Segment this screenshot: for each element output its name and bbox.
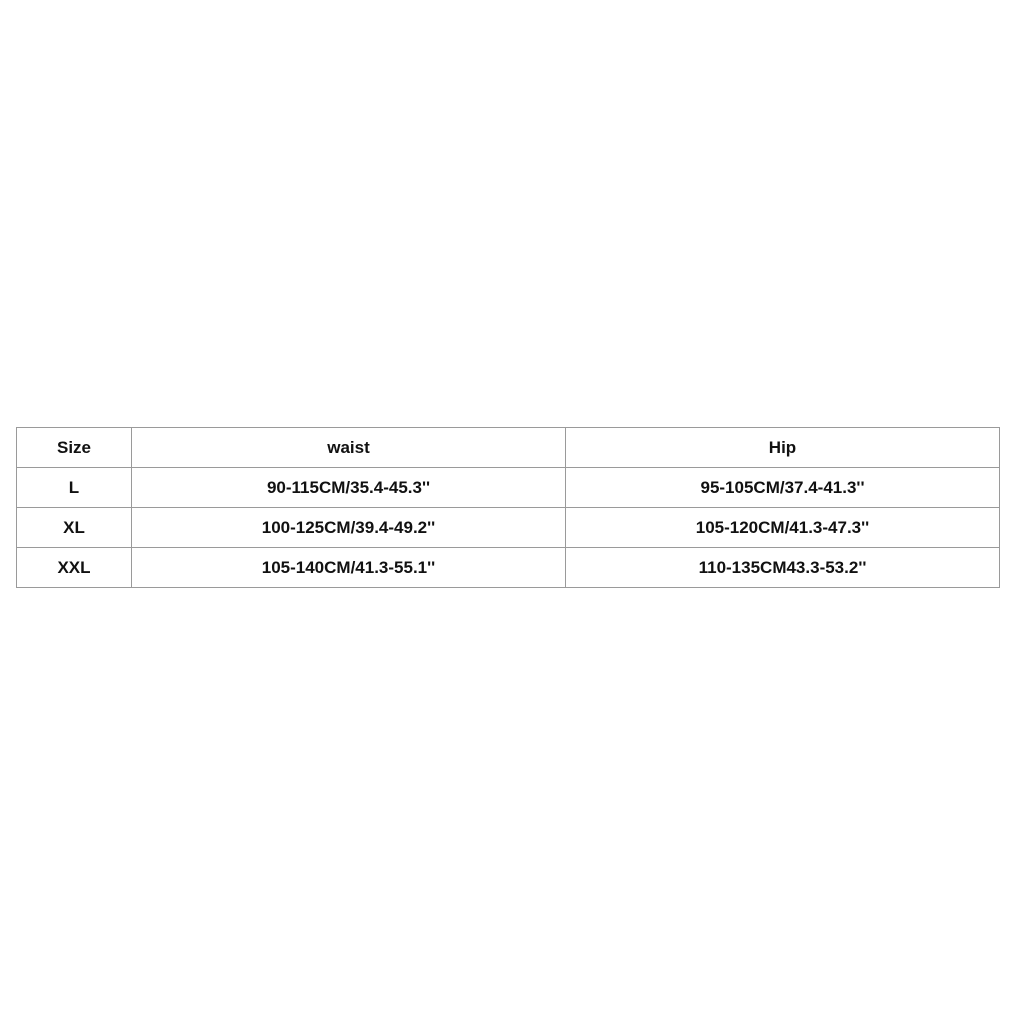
table-row (17, 468, 1000, 508)
size-cell: XXL (17, 548, 132, 588)
hip-cell: 110-135CM43.3-53.2'' (566, 548, 1000, 588)
waist-cell: 90-115CM/35.4-45.3'' (132, 468, 566, 508)
waist-cell: 105-140CM/41.3-55.1'' (132, 548, 566, 588)
table-header-row (17, 428, 1000, 468)
size-chart-table (16, 427, 1000, 588)
table-row (17, 508, 1000, 548)
size-cell: L (17, 468, 132, 508)
header-size: Size (17, 428, 132, 468)
size-cell: XL (17, 508, 132, 548)
table-row (17, 548, 1000, 588)
header-hip: Hip (566, 428, 1000, 468)
waist-cell: 100-125CM/39.4-49.2'' (132, 508, 566, 548)
hip-cell: 95-105CM/37.4-41.3'' (566, 468, 1000, 508)
hip-cell: 105-120CM/41.3-47.3'' (566, 508, 1000, 548)
header-waist: waist (132, 428, 566, 468)
